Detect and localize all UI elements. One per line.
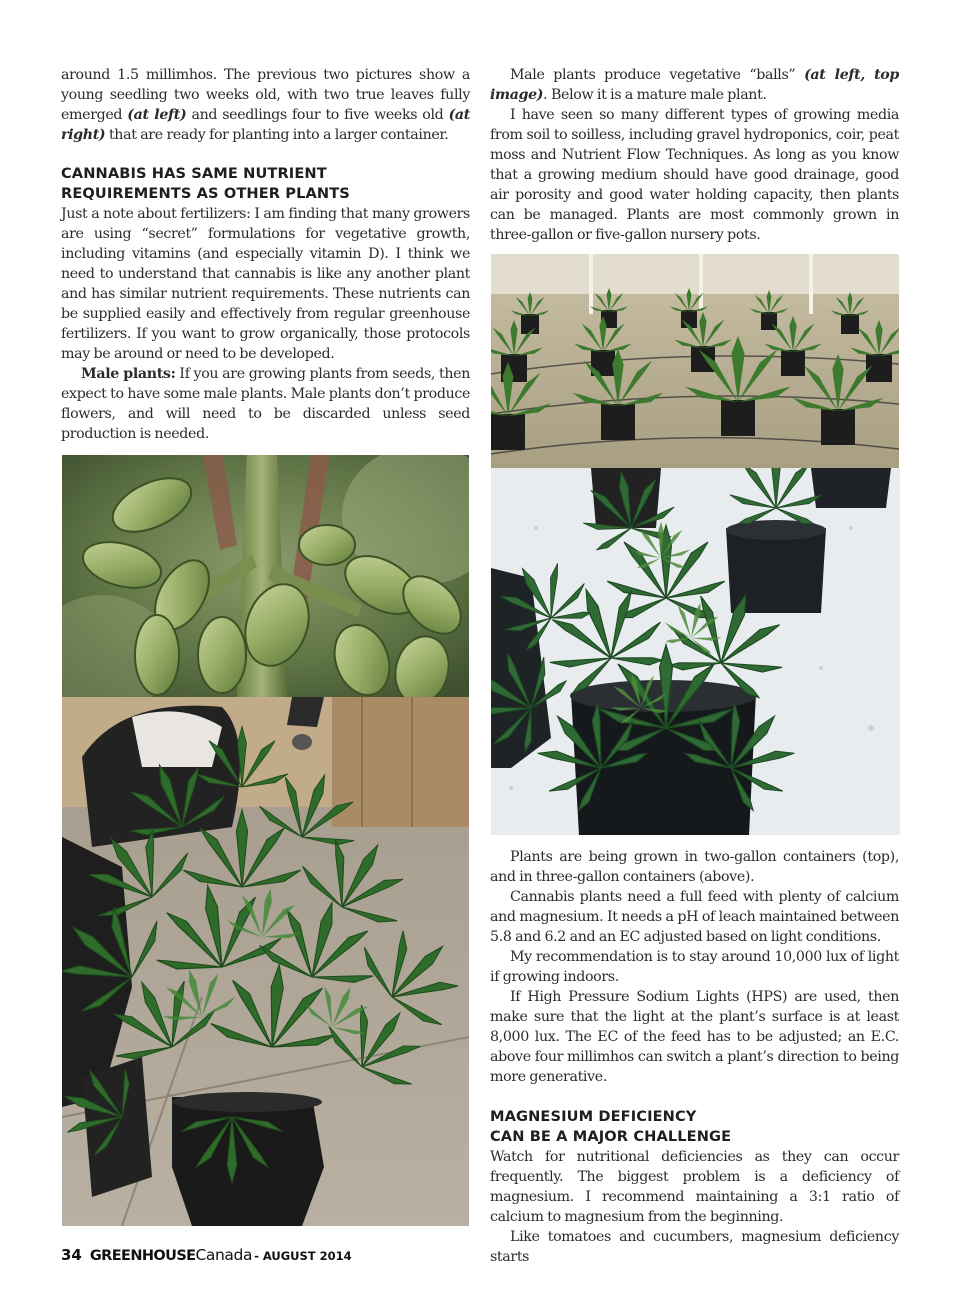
left-column bbox=[61, 65, 470, 444]
right-paragraph-1: Male plants produce vegetative “balls” (at left, top image). Below it is a mature male plant. bbox=[490, 67, 899, 103]
right-paragraph-6: Watch for nutritional deficiencies as they can occur frequently. The biggest problem is a deficiency of magnesium. I recommend maintaining a 3:1 ratio of calcium to magnesium from the beginning. bbox=[490, 1149, 899, 1225]
left-paragraph-2: Just a note about fertilizers: I am finding that many growers are using “secret” formulations for vegetative growth, including vitamins (and especially vitamin D). I think we need to understand that cannabis is like any another plant and has similar nutrient requirements. These nutrients can be supplied easily and effectively from regular greenhouse fertilizers. If you want to grow organically, those protocols may be around or need to be developed. bbox=[61, 206, 470, 362]
right-paragraph-5: If High Pressure Sodium Lights (HPS) are used, then make sure that the light at the plant’s surface is at least 8,000 lux. The EC of the feed has to be adjusted; an E.C. above four millimhos can switch a plant’s direction to being more generative. bbox=[490, 989, 899, 1085]
right-column-top bbox=[490, 65, 899, 245]
heading-nutrient-requirements: CANNABIS HAS SAME NUTRIENT REQUIREMENTS AS OTHER PLANTS bbox=[61, 165, 350, 202]
right-paragraph-2: I have seen so many different types of growing media from soil to soilless, including gravel hydroponics, coir, peat moss and Nutrient Flow Techniques. As long as you know that a growing medium should have good drainage, good air porosity and good water holding capacity, then plants can be managed. Plants are most commonly grown in three-gallon or five-gallon nursery pots. bbox=[490, 107, 899, 243]
left-paragraph-3: Male plants: If you are growing plants from seeds, then expect to have some male plants. Male plants don’t produce flowers, and will need to be discarded unless seed production is needed. bbox=[61, 366, 470, 442]
three-gallon-containers-photo bbox=[491, 468, 900, 835]
magazine-brand-light: Canada bbox=[195, 1246, 253, 1264]
right-paragraph-4: My recommendation is to stay around 10,000 lux of light if growing indoors. bbox=[490, 949, 899, 985]
photo-caption: Plants are being grown in two-gallon containers (top), and in three-gallon containers (above). bbox=[490, 849, 899, 885]
two-gallon-containers-photo bbox=[491, 254, 899, 468]
right-paragraph-7: Like tomatoes and cucumbers, magnesium deficiency starts bbox=[490, 1229, 899, 1265]
page-footer bbox=[61, 1246, 352, 1268]
right-paragraph-3: Cannabis plants need a full feed with plenty of calcium and magnesium. It needs a pH of leach maintained between 5.8 and 6.2 and an EC adjusted based on light conditions. bbox=[490, 889, 899, 945]
page-number: 34 bbox=[61, 1246, 82, 1264]
male-plant-balls-photo bbox=[62, 455, 469, 697]
left-paragraph-1: around 1.5 millimhos. The previous two pictures show a young seedling two weeks old, with two true leaves fully emerged (at left) and seedlings four to five weeks old (at right) that are ready for planting into a larger container. bbox=[61, 67, 470, 143]
issue-date: - AUGUST 2014 bbox=[254, 1249, 352, 1263]
heading-magnesium-deficiency: MAGNESIUM DEFICIENCY CAN BE A MAJOR CHALLENGE bbox=[490, 1108, 732, 1145]
magazine-brand-bold: GREENHOUSE bbox=[89, 1248, 196, 1264]
mature-male-plant-photo bbox=[62, 697, 469, 1226]
right-column-bottom bbox=[490, 847, 899, 1267]
